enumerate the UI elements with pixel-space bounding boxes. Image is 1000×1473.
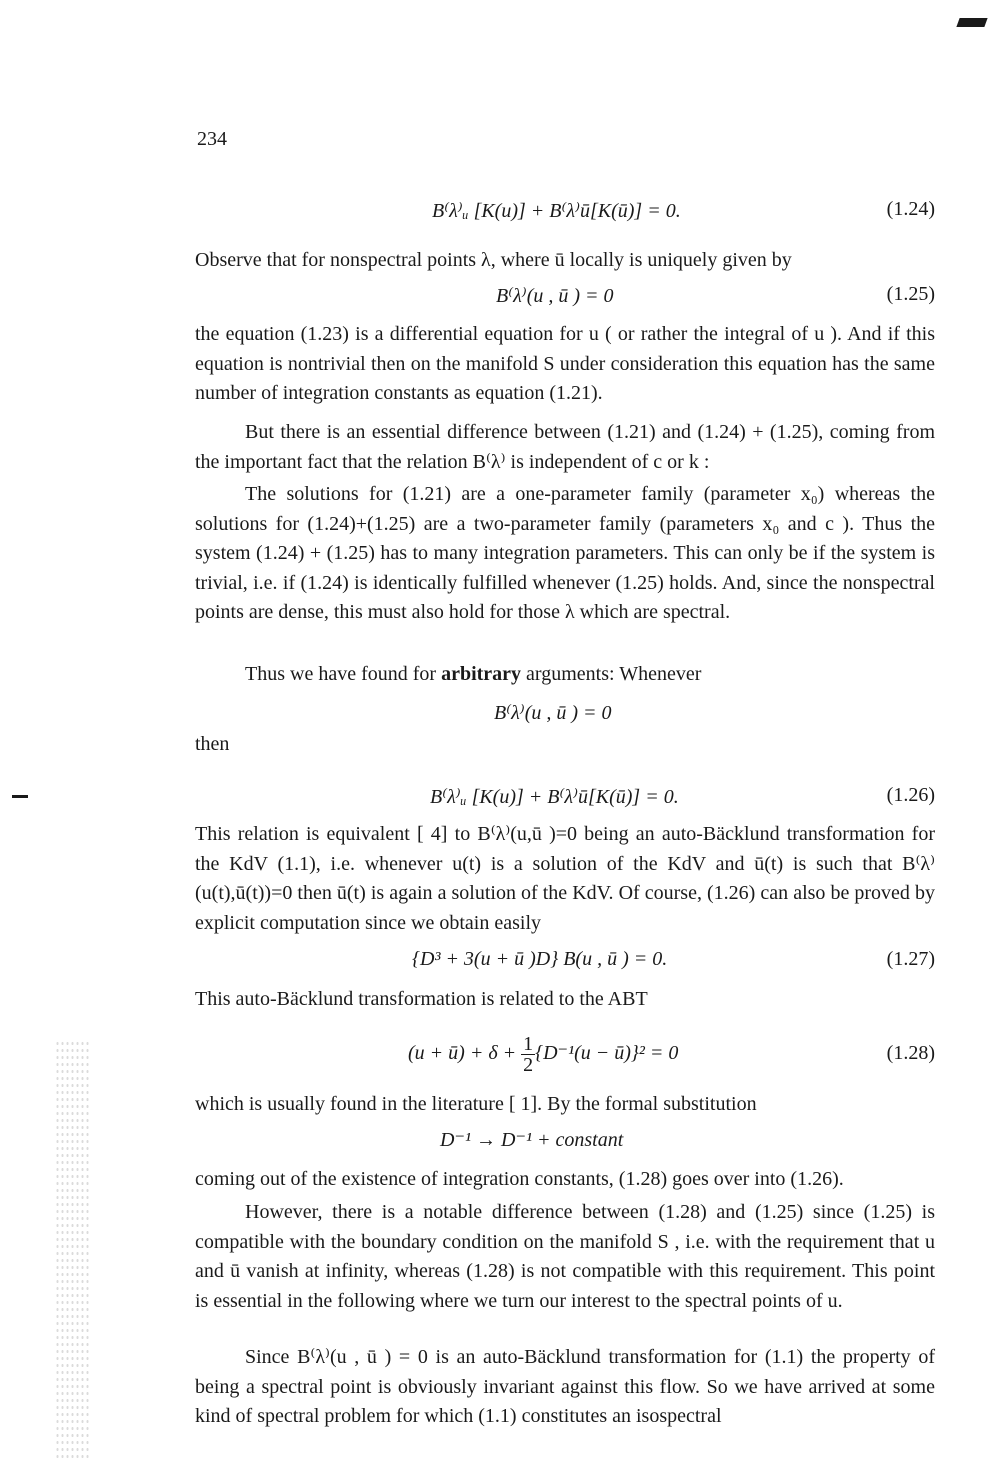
text: arguments: Whenever [521, 663, 702, 685]
page-number: 234 [197, 128, 227, 150]
equation-1-28 [190, 1030, 935, 1078]
equation-expression: D⁻¹ → D⁻¹ + constant [440, 1129, 624, 1151]
paragraph-arbitrary-arguments [195, 660, 935, 690]
equation-number: (1.25) [886, 283, 935, 305]
fraction-denominator: 2 [523, 1054, 534, 1076]
paragraph-abt: This auto-Bäcklund transformation is related to the ABT [195, 988, 648, 1010]
equation-left: (u + ū) + δ + [408, 1042, 522, 1065]
equation-1-26 [190, 784, 935, 818]
paragraph-differential-equation: the equation (1.23) is a differential equation for u ( or rather the integral of u ). And if this equation is nontrivial then on the manifold S under consideration this equation has the same number of integration constants as equation (1.21). [195, 323, 935, 404]
paragraph-literature: which is usually found in the literature [ 1]. By the formal substitution [195, 1093, 757, 1115]
paragraph-relation-equivalent: This relation is equivalent [ 4] to B⁽λ⁾(u,ū )=0 being an auto-Bäcklund transformation for the KdV (1.1), i.e. whenever u(t) is a solution of the KdV and ū(t) is such that B⁽λ⁾ (u(t),ū(t))=0 then ū(t) is again a solution of the KdV. Of course, (1.26) can also be proved by explicit computation since we obtain easily [195, 823, 935, 934]
equation-number: (1.24) [886, 198, 935, 220]
fraction-numerator: 1 [523, 1033, 534, 1055]
text: Thus we have found for [245, 663, 442, 685]
paragraph-integration-constants: coming out of the existence of integration constants, (1.28) goes over into (1.26). [195, 1168, 844, 1190]
equation-number: (1.27) [886, 948, 935, 970]
equation-1-25 [190, 283, 935, 317]
paragraph-spectral-problem: Since B⁽λ⁾(u , ū ) = 0 is an auto-Bäcklund transformation for (1.1) the property of being a spectral point is obviously invariant against this flow. So we have arrived at some kind of spectral problem for which (1.1) constitutes an isospectral [195, 1346, 935, 1427]
scan-margin-dots [55, 1040, 90, 1460]
fraction-one-half [521, 1034, 535, 1075]
equation-1-27 [190, 948, 935, 982]
equation-expression: B⁽λ⁾ᵤ [K(u)] + B⁽λ⁾ū[K(ū)] = 0. [432, 200, 681, 222]
emphasis-arbitrary: arbitrary [441, 663, 522, 685]
equation-right: {D⁻¹(u − ū)}² = 0 [535, 1042, 679, 1065]
equation-substitution [190, 1127, 935, 1161]
word-then: then [195, 733, 230, 755]
paragraph-essential-difference: But there is an essential difference between (1.21) and (1.24) + (1.25), coming from the important fact that the relation B⁽λ⁾ is independent of c or k : [195, 421, 935, 473]
paragraph-solutions: The solutions for (1.21) are a one-parameter family (parameter x₀) whereas the solutions for (1.24)+(1.25) are a two-parameter family (parameters x₀ and c ). Thus the system (1.24) + (1.25) has to many integration parameters. This can only be if the system is trivial, i.e. if (1.24) is identically fulfilled whenever (1.25) holds. And, since the nonspectral points are dense, this must also hold for those λ which are spectral. [195, 483, 935, 623]
paragraph-nonspectral: Observe that for nonspectral points λ, where ū locally is uniquely given by [195, 249, 792, 271]
equation-expression: {D³ + 3(u + ū )D} B(u , ū ) = 0. [412, 948, 668, 970]
equation-number: (1.28) [886, 1042, 935, 1064]
scan-mark-left-dash [12, 795, 28, 798]
equation-expression: B⁽λ⁾ᵤ [K(u)] + B⁽λ⁾ū[K(ū)] = 0. [430, 786, 679, 808]
equation-number: (1.26) [886, 784, 935, 806]
equation-expression [408, 1034, 678, 1075]
paragraph-notable-difference: However, there is a notable difference between (1.28) and (1.25) since (1.25) is compatible with the boundary condition on the manifold S , i.e. with the requirement that u and ū vanish at infinity, whereas (1.28) is not compatible with this requirement. This point is essential in the following where we turn our interest to the spectral points of u. [195, 1201, 935, 1312]
equation-whenever [190, 700, 935, 734]
scan-mark-top-right [956, 18, 987, 27]
equation-expression: B⁽λ⁾(u , ū ) = 0 [496, 285, 614, 307]
equation-1-24 [190, 198, 935, 232]
equation-expression: B⁽λ⁾(u , ū ) = 0 [494, 702, 612, 724]
